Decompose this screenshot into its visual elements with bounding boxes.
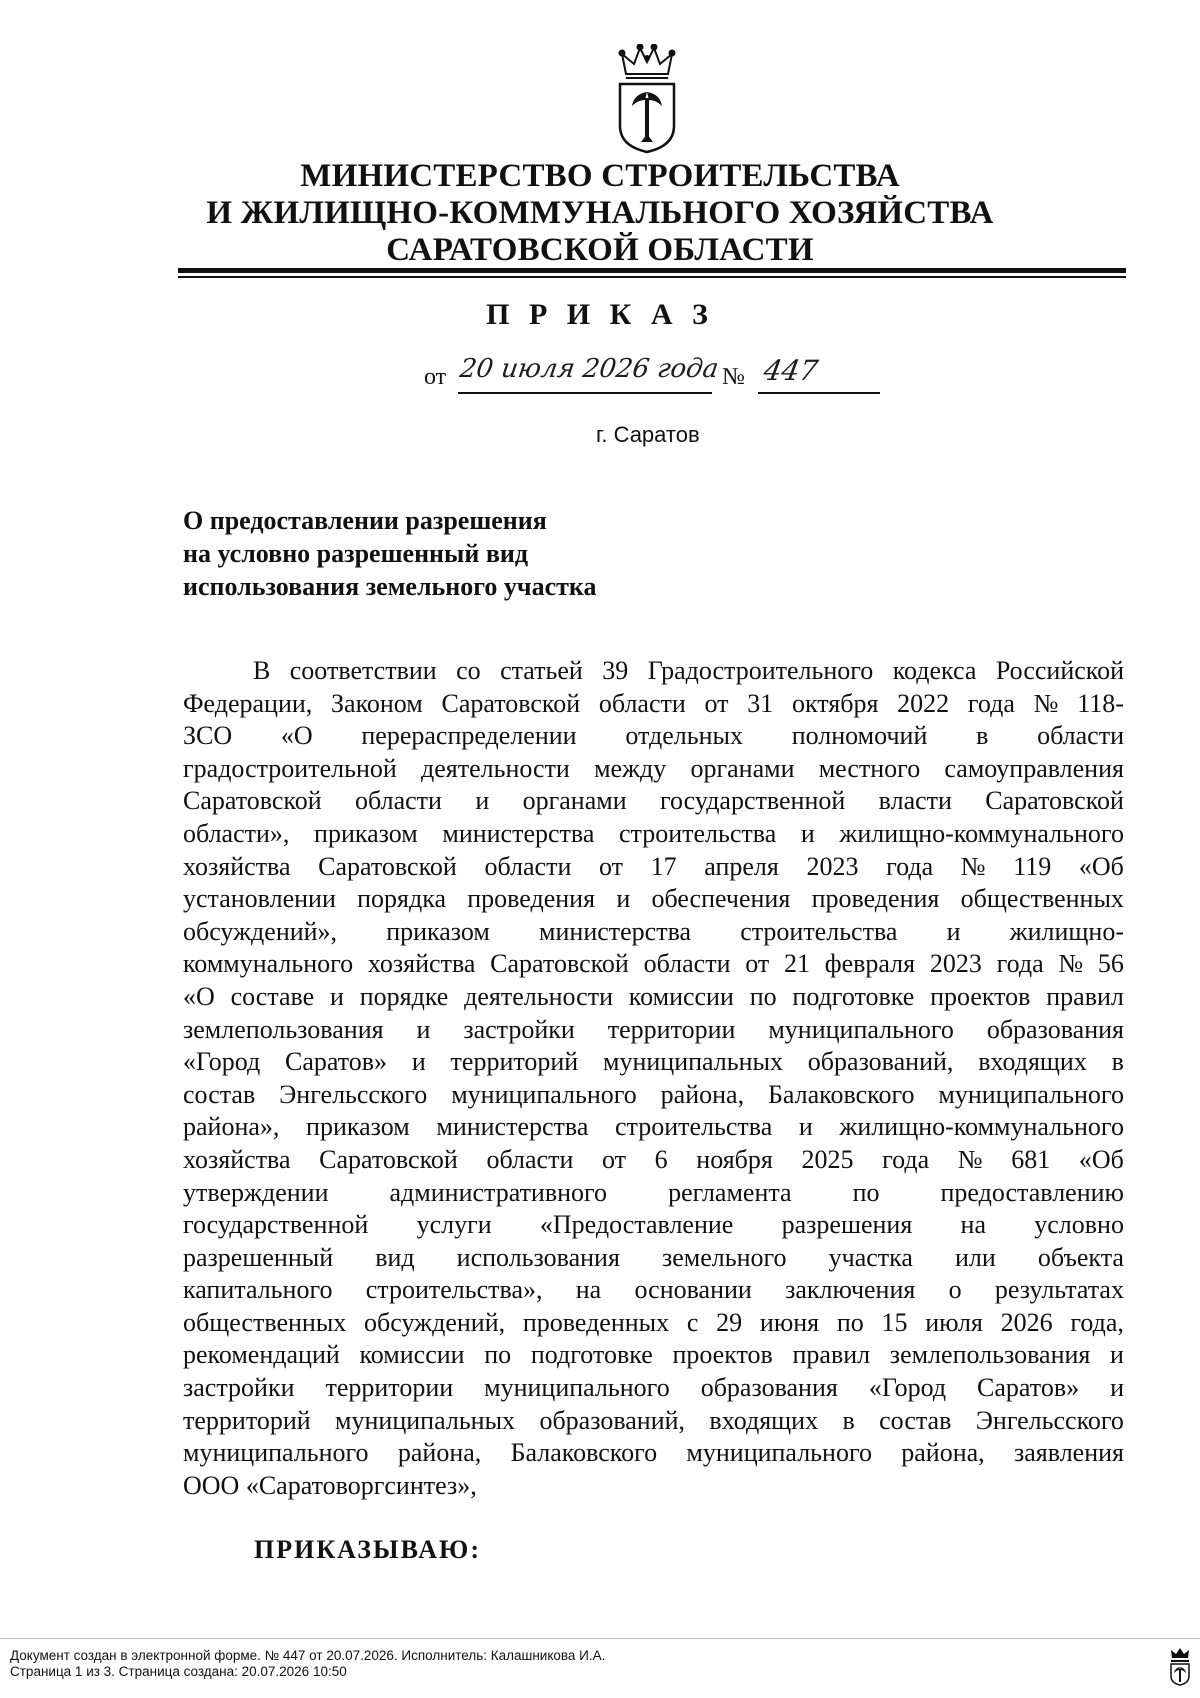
body-word: года <box>967 688 1015 718</box>
electronic-document-footer <box>10 1648 1110 1680</box>
body-word: земельного <box>661 1242 787 1272</box>
body-word: Энгельсского <box>279 1079 428 1109</box>
subject-line: использования земельного участка <box>183 572 597 601</box>
body-word: № <box>1058 949 1084 979</box>
body-word: вид <box>375 1242 415 1272</box>
body-word: приказом <box>314 818 418 848</box>
body-word: комиссии <box>359 1340 465 1370</box>
body-line <box>183 1177 1124 1210</box>
from-label: от <box>424 364 447 390</box>
body-word: проведенных <box>522 1307 670 1337</box>
body-word: района, <box>397 1438 482 1468</box>
body-word: Градостроительного <box>647 656 874 685</box>
body-word: состав <box>183 1079 256 1109</box>
body-line <box>183 1111 1124 1144</box>
body-word: заявления <box>1013 1438 1124 1468</box>
handwritten-date: 20 июля 2026 года <box>457 354 721 384</box>
number-underline <box>758 392 880 394</box>
body-word: органами <box>690 753 795 783</box>
body-word: 119 <box>1013 851 1052 881</box>
body-word: по <box>484 1340 512 1370</box>
order-subject <box>183 504 703 603</box>
body-line <box>183 1405 1124 1438</box>
body-word: области <box>643 949 731 979</box>
body-word: государственной <box>659 786 846 816</box>
body-word: проведения <box>811 884 940 914</box>
body-word: входящих <box>709 1405 819 1435</box>
body-word: Саратовской <box>985 786 1124 816</box>
body-word: «О <box>183 981 215 1011</box>
body-word: установлении <box>183 884 336 914</box>
order-title: П Р И К А З <box>486 298 714 331</box>
body-line <box>183 1470 1124 1503</box>
footer-line-1: Документ создан в электронной форме. № 447 от 20.07.2026. Исполнитель: Калашникова И.А. <box>10 1648 606 1663</box>
body-word: разрешения <box>781 1210 913 1240</box>
emblem-small-icon <box>1168 1648 1192 1686</box>
body-word: образования <box>986 1014 1124 1044</box>
body-word: В <box>253 656 271 685</box>
body-word: муниципального <box>938 1079 1124 1109</box>
body-word: утверждении <box>183 1177 329 1207</box>
body-word: и <box>475 786 490 816</box>
body-line <box>183 1242 1124 1275</box>
body-word: строительства <box>615 1112 773 1142</box>
body-word: территорий <box>183 1405 311 1435</box>
footer-divider <box>0 1638 1200 1639</box>
body-word: отдельных <box>625 721 743 751</box>
body-word: коммунального <box>183 949 354 979</box>
body-word: 39 <box>602 656 629 685</box>
body-line <box>183 818 1124 851</box>
body-word: кодекса <box>892 656 977 685</box>
body-word: 6 <box>654 1144 668 1174</box>
body-word: министерства <box>442 818 595 848</box>
body-word: проектов <box>930 981 1031 1011</box>
footer-line-2: Страница 1 из 3. Страница создана: 20.07.2026 10:50 <box>10 1664 347 1679</box>
body-word: Законом <box>331 688 423 718</box>
body-line <box>183 883 1124 916</box>
body-word: составе <box>230 981 315 1011</box>
body-word: порядка <box>357 884 447 914</box>
body-line <box>183 1437 1124 1470</box>
body-word: по <box>749 981 777 1011</box>
body-word: «Город <box>868 1373 947 1403</box>
number-label: № <box>722 364 745 390</box>
body-word: деятельности <box>464 981 613 1011</box>
body-word: муниципальных <box>603 1047 784 1077</box>
body-word: условно <box>1034 1210 1124 1240</box>
body-word: от <box>745 949 770 979</box>
body-word: землепользования <box>889 1340 1091 1370</box>
subject-line: на условно разрешенный вид <box>183 539 528 568</box>
body-word: «Об <box>1078 1144 1124 1174</box>
body-word: между <box>594 753 667 783</box>
body-word: Саратовской <box>490 949 629 979</box>
body-word: области <box>355 786 442 816</box>
body-word: образований, <box>807 1047 954 1077</box>
body-word: капитального <box>183 1275 333 1305</box>
body-word: года, <box>1070 1307 1124 1337</box>
decree-heading: ПРИКАЗЫВАЮ: <box>254 1535 481 1564</box>
date-underline <box>458 392 712 394</box>
body-word: области <box>598 688 686 718</box>
body-word: 17 <box>650 851 677 881</box>
body-word: Энгельсского <box>975 1405 1124 1435</box>
ministry-line-3: САРАТОВСКОЙ ОБЛАСТИ <box>386 232 814 268</box>
header-divider-thick <box>178 268 1126 273</box>
body-word: 2025 <box>801 1144 854 1174</box>
body-word: заключения <box>785 1275 916 1305</box>
body-word: строительства», <box>365 1275 543 1305</box>
body-word: органами <box>522 786 627 816</box>
body-word: и <box>616 884 631 914</box>
body-word: 2026 <box>1000 1307 1053 1337</box>
body-word: обсуждений», <box>183 916 338 946</box>
body-word: «Город <box>183 1047 261 1077</box>
order-date-number-line <box>0 356 1200 396</box>
body-word: министерства <box>539 916 692 946</box>
body-word: № <box>960 851 986 881</box>
body-word: Российской <box>995 656 1124 685</box>
body-word: регламента <box>668 1177 792 1207</box>
body-word: или <box>954 1242 996 1272</box>
body-word: власти <box>878 786 952 816</box>
body-word: октября <box>791 688 879 718</box>
body-word: объекта <box>1037 1242 1124 1272</box>
body-word: министерства <box>436 1112 589 1142</box>
body-word: жилищно-коммунального <box>839 818 1124 848</box>
body-word: области», <box>183 818 290 848</box>
body-line-text: ООО «Саратоворгсинтез», <box>183 1470 477 1500</box>
body-word: общественных <box>960 884 1124 914</box>
body-word: о <box>948 1275 962 1305</box>
body-word: полномочий <box>791 721 928 751</box>
body-word: июля <box>925 1307 983 1337</box>
body-line <box>183 981 1124 1014</box>
body-word: комиссии <box>628 981 734 1011</box>
body-line <box>183 851 1124 884</box>
body-word: 2023 <box>929 949 982 979</box>
body-word: Саратовской <box>441 688 581 718</box>
body-word: хозяйства <box>183 1144 291 1174</box>
body-word: и <box>330 981 344 1011</box>
body-word: хозяйства <box>367 949 476 979</box>
body-word: «Предоставление <box>539 1210 734 1240</box>
body-word: землепользования <box>183 1014 384 1044</box>
body-word: июня <box>759 1307 820 1337</box>
body-word: № <box>1033 688 1059 718</box>
body-word: Саратов» <box>285 1047 388 1077</box>
body-line <box>183 1079 1124 1112</box>
body-line <box>183 1014 1124 1047</box>
body-word: порядке <box>359 981 449 1011</box>
body-line <box>183 688 1124 721</box>
body-word: рекомендаций <box>183 1340 340 1370</box>
body-word: статьей <box>500 656 583 685</box>
body-word: области <box>486 1144 574 1174</box>
body-line <box>183 1209 1124 1242</box>
body-word: года <box>886 851 934 881</box>
body-word: государственной <box>183 1210 369 1240</box>
body-word: предоставлению <box>940 1177 1124 1207</box>
body-word: правил <box>1046 981 1124 1011</box>
body-word: муниципальных <box>335 1405 516 1435</box>
body-word: района», <box>183 1112 280 1142</box>
body-word: области <box>1037 721 1124 751</box>
body-word: ЗСО <box>183 721 233 751</box>
body-word: 118- <box>1077 688 1124 718</box>
body-line <box>183 655 1124 688</box>
body-word: основании <box>634 1275 752 1305</box>
body-word: 56 <box>1097 949 1124 979</box>
order-body-text <box>183 655 1124 1502</box>
body-word: и <box>800 818 815 848</box>
body-word: входящих <box>978 1047 1087 1077</box>
body-word: перераспределении <box>361 721 577 751</box>
body-word: и <box>416 1014 431 1044</box>
body-word: муниципального <box>183 1438 369 1468</box>
body-word: проведения <box>467 884 596 914</box>
body-word: подготовке <box>530 1340 653 1370</box>
body-word: в <box>1111 1047 1124 1077</box>
body-word: застройки <box>183 1373 295 1403</box>
body-word: на <box>575 1275 602 1305</box>
body-word: и <box>798 1112 813 1142</box>
body-word: хозяйства <box>183 851 291 881</box>
body-word: Саратовской <box>319 1144 458 1174</box>
body-word: образований, <box>539 1405 686 1435</box>
body-word: 31 <box>747 688 774 718</box>
body-word: апреля <box>704 851 779 881</box>
body-word: жилищно-коммунального <box>839 1112 1124 1142</box>
body-word: приказом <box>386 916 490 946</box>
body-word: Саратовской <box>183 786 322 816</box>
body-word: местного <box>818 753 921 783</box>
ministry-line-1: МИНИСТЕРСТВО СТРОИТЕЛЬСТВА <box>300 158 900 194</box>
body-word: Саратовской <box>318 851 457 881</box>
body-word: Балаковского <box>510 1438 658 1468</box>
body-word: градостроительной <box>183 753 397 783</box>
body-word: соответствии <box>289 656 437 685</box>
body-word: 2022 <box>897 688 950 718</box>
body-word: жилищно- <box>1009 916 1124 946</box>
body-word: 29 <box>716 1307 743 1337</box>
handwritten-number: 447 <box>761 354 821 387</box>
body-word: обеспечения <box>651 884 791 914</box>
body-word: деятельности <box>421 753 570 783</box>
body-word: территории <box>607 1014 736 1044</box>
body-word: 21 <box>784 949 810 979</box>
body-word: правил <box>792 1340 871 1370</box>
body-word: ноября <box>696 1144 773 1174</box>
body-word: территорий <box>450 1047 579 1077</box>
city-label: г. Саратов <box>596 422 700 447</box>
body-word: 2023 <box>806 851 859 881</box>
body-word: от <box>599 851 624 881</box>
body-line <box>183 1046 1124 1079</box>
body-word: муниципального <box>484 1373 670 1403</box>
body-word: Балаковского <box>767 1079 915 1109</box>
body-word: проектов <box>672 1340 773 1370</box>
body-word: «О <box>280 721 313 751</box>
body-word: с <box>686 1307 699 1337</box>
body-word: и <box>1110 1340 1124 1370</box>
body-line <box>183 1339 1124 1372</box>
body-line <box>183 1144 1124 1177</box>
body-word: на <box>960 1210 987 1240</box>
body-word: общественных <box>183 1307 347 1337</box>
body-word: 681 <box>1011 1144 1051 1174</box>
ministry-line-2: И ЖИЛИЩНО-КОММУНАЛЬНОГО ХОЗЯЙСТВА <box>206 195 994 231</box>
body-line <box>183 1307 1124 1340</box>
body-word: обсуждений, <box>364 1307 506 1337</box>
body-word: и <box>946 916 961 946</box>
body-line <box>183 948 1124 981</box>
body-word: территории <box>325 1373 454 1403</box>
body-word: участка <box>828 1242 913 1272</box>
body-word: района, <box>660 1079 745 1109</box>
body-line <box>183 785 1124 818</box>
body-word: по <box>852 1177 880 1207</box>
subject-line: О предоставлении разрешения <box>183 506 547 535</box>
body-word: самоуправления <box>944 753 1124 783</box>
body-word: «Об <box>1078 851 1124 881</box>
body-word: со <box>456 656 481 685</box>
body-word: административного <box>389 1177 608 1207</box>
body-word: района, <box>901 1438 985 1468</box>
body-word: и <box>1110 1373 1124 1403</box>
body-word: услуги <box>416 1210 492 1240</box>
body-word: от <box>704 688 729 718</box>
body-word: Саратов» <box>977 1373 1080 1403</box>
body-word: в <box>976 721 989 751</box>
body-word: муниципального <box>451 1079 637 1109</box>
coat-of-arms-icon <box>612 44 682 154</box>
header-divider-thin <box>178 276 1126 278</box>
body-word: от <box>602 1144 627 1174</box>
body-word: застройки <box>463 1014 575 1044</box>
body-word: № <box>957 1144 983 1174</box>
body-word: 15 <box>881 1307 908 1337</box>
body-word: состав <box>879 1405 952 1435</box>
body-word: года <box>996 949 1044 979</box>
body-word: муниципального <box>768 1014 954 1044</box>
body-word: разрешенный <box>183 1242 334 1272</box>
body-word: строительства <box>619 818 777 848</box>
body-word: Федерации, <box>183 688 313 718</box>
body-word: подготовке <box>792 981 915 1011</box>
body-word: по <box>836 1307 864 1337</box>
body-line <box>183 1372 1124 1405</box>
body-line <box>183 753 1124 786</box>
body-word: области <box>484 851 572 881</box>
body-word: образования <box>700 1373 838 1403</box>
body-word: строительства <box>740 916 898 946</box>
body-word: муниципального <box>686 1438 872 1468</box>
body-word: и <box>411 1047 426 1077</box>
ministry-header <box>150 158 1050 269</box>
body-line <box>183 1274 1124 1307</box>
body-word: года <box>882 1144 930 1174</box>
body-word: использования <box>456 1242 620 1272</box>
body-word: в <box>842 1405 855 1435</box>
body-word: приказом <box>306 1112 410 1142</box>
body-word: февраля <box>824 949 916 979</box>
body-word: результатах <box>994 1275 1124 1305</box>
body-line <box>183 720 1124 753</box>
body-line <box>183 916 1124 949</box>
